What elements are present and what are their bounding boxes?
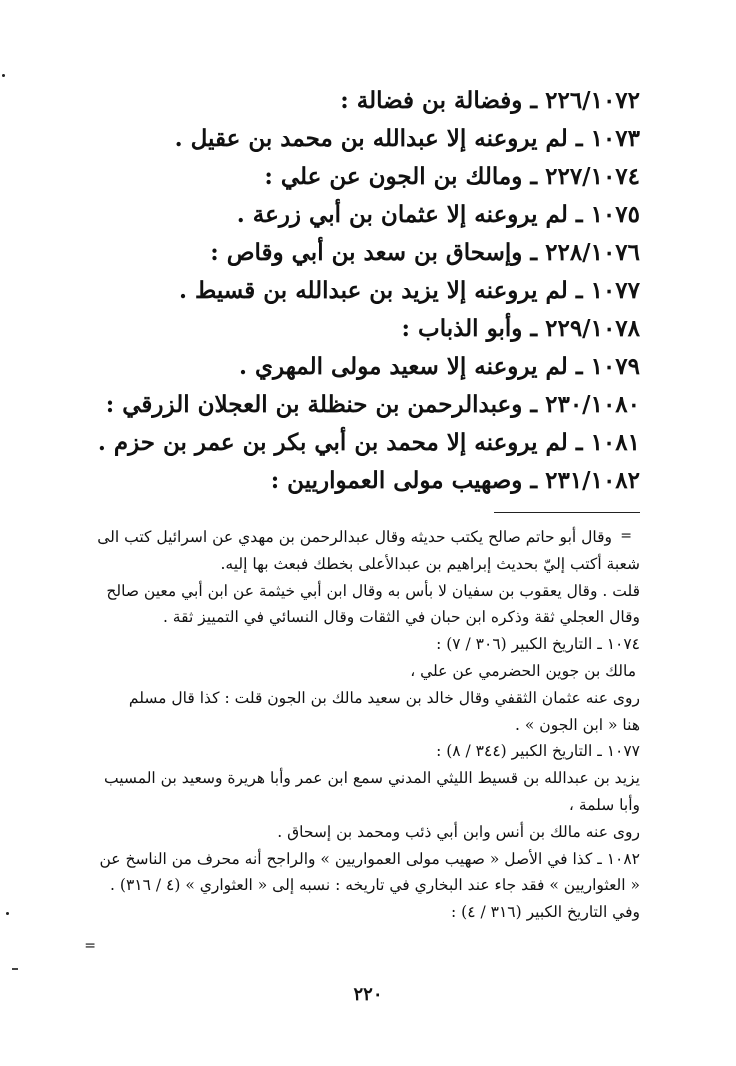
page-number: ٢٢٠: [353, 984, 383, 1005]
footnote-continuation-mark-bottom: =: [84, 938, 96, 954]
scan-speck: [6, 912, 9, 915]
main-line: ١٠٨١ ـ لم يروعنه إلا محمد بن أبي بكر بن عمر بن حزم .: [97, 429, 640, 456]
main-line: ١٠٧٥ ـ لم يروعنه إلا عثمان بن أبي زرعة .: [236, 201, 640, 228]
footnote-line: روى عنه عثمان الثقفي وقال خالد بن سعيد مالك بن الجون قلت : كذا قال مسلم: [128, 688, 640, 707]
footnote-line: ١٠٧٧ ـ التاريخ الكبير (٣٤٤ / ٨) :: [436, 742, 640, 761]
footnote-line: قلت . وقال يعقوب بن سفيان لا بأس به وقال ابن أبي خيثمة عن ابن أبي معين صالح: [106, 581, 640, 600]
footnote-line: وقال أبو حاتم صالح يكتب حديثه وقال عبدالرحمن بن مهدي عن اسرائيل كتب الى: [97, 528, 612, 546]
footnote-line: « العثواريين » فقد جاء عند البخاري في تاريخه : نسبه إلى « العثواري » (٤ / ٣١٦) .: [110, 876, 640, 895]
main-line: ٢٢٨/١٠٧٦ ـ وإسحاق بن سعد بن أبي وقاص :: [210, 239, 640, 266]
footnote-line: هنا « ابن الجون » .: [515, 715, 640, 734]
footnote-continuation-mark-top: =: [620, 528, 632, 544]
footnote-separator: [494, 512, 640, 513]
main-line: ٢٣١/١٠٨٢ ـ وصهيب مولى العمواريين :: [270, 467, 640, 494]
scan-speck: [2, 74, 5, 77]
footnotes: [80, 524, 640, 926]
footnote-line: ١٠٨٢ ـ كذا في الأصل « صهيب مولى العمواريين » والراجح أنه محرف من الناسخ عن: [99, 849, 640, 868]
footnote-line: ١٠٧٤ ـ التاريخ الكبير (٣٠٦ / ٧) :: [436, 635, 640, 654]
footnote-line: شعبة أكتب إليّ بحديث إبراهيم بن عبدالأعلى بخطك فبعث بها إليه.: [220, 554, 640, 573]
main-text: [80, 82, 640, 500]
main-line: ١٠٧٩ ـ لم يروعنه إلا سعيد مولى المهري .: [239, 353, 640, 380]
main-line: ٢٢٧/١٠٧٤ ـ ومالك بن الجون عن علي :: [264, 163, 640, 190]
main-line: ٢٣٠/١٠٨٠ ـ وعبدالرحمن بن حنظلة بن العجلان الزرقي :: [105, 391, 640, 418]
main-line: ٢٢٩/١٠٧٨ ـ وأبو الذباب :: [401, 315, 640, 342]
footnote-line: وقال العجلي ثقة وذكره ابن حبان في الثقات وقال النسائي في التمييز ثقة .: [162, 608, 640, 627]
footnote-line: مالك بن جوين الحضرمي عن علي ،: [410, 661, 636, 680]
footnote-line: وفي التاريخ الكبير (٣١٦ / ٤) :: [451, 903, 640, 922]
footnote-line: وأبا سلمة ،: [568, 795, 640, 814]
scan-mark: [12, 968, 18, 970]
main-line: ٢٢٦/١٠٧٢ ـ وفضالة بن فضالة :: [340, 87, 640, 114]
main-line: ١٠٧٧ ـ لم يروعنه إلا يزيد بن عبدالله بن قسيط .: [178, 277, 640, 304]
footnote-line: يزيد بن عبدالله بن قسيط الليثي المدني سمع ابن عمر وأبا هريرة وسعيد بن المسيب: [104, 769, 640, 788]
main-line: ١٠٧٣ ـ لم يروعنه إلا عبدالله بن محمد بن عقيل .: [174, 125, 640, 152]
footnote-line: روى عنه مالك بن أنس وابن أبي ذئب ومحمد بن إسحاق .: [277, 822, 640, 841]
